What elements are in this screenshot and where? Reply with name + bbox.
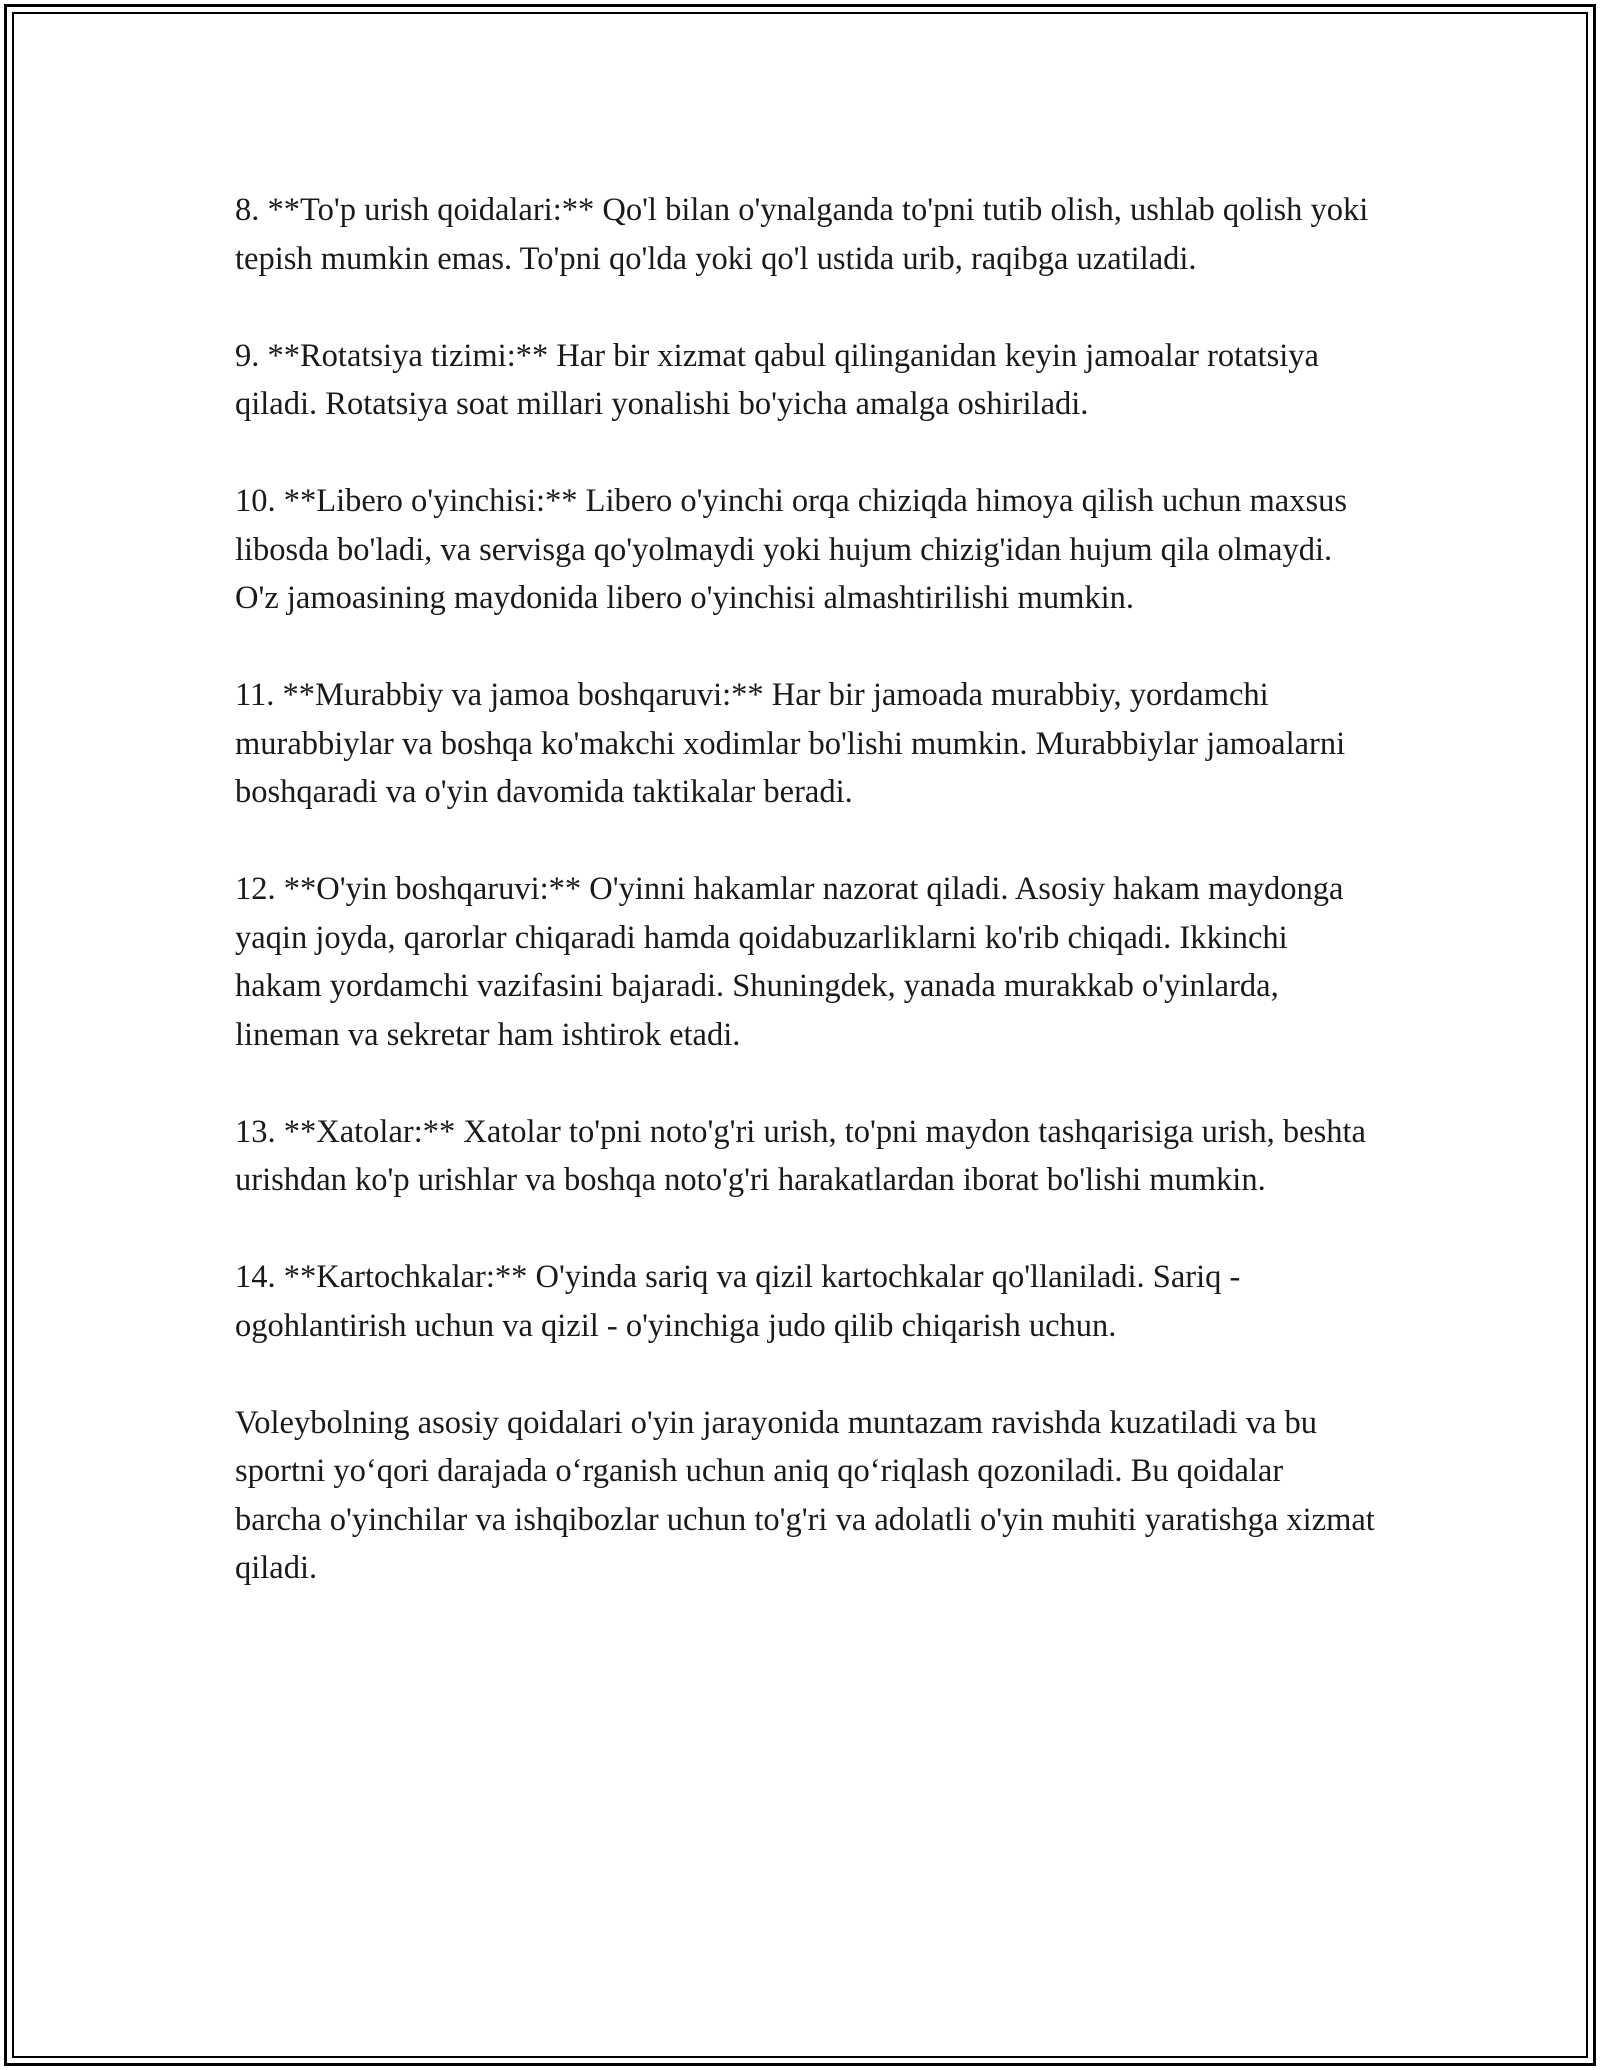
- rule-8-paragraph: 8. **To'p urish qoidalari:** Qo'l bilan o'ynalganda to'pni tutib olish, ushlab qolish yoki tepish mumkin emas. To'pni qo'lda yoki qo'l ustida urib, raqibga uzatiladi.: [235, 192, 1369, 277]
- rule-13-paragraph: 13. **Xatolar:** Xatolar to'pni noto'g'ri urish, to'pni maydon tashqarisiga urish, beshta urishdan ko'p urishlar va boshqa noto'g'ri harakatlardan iborat bo'lishi mumkin.: [235, 1113, 1366, 1198]
- document-body: [235, 186, 1375, 1641]
- conclusion-paragraph: Voleybolning asosiy qoidalari o'yin jarayonida muntazam ravishda kuzatiladi va bu sportni yo‘qori darajada o‘rganish uchun aniq qo‘riqlash qozoniladi. Bu qoidalar barcha o'yinchilar va ishqibozlar uchun to'g'ri va adolatli o'yin muhiti yaratishga xizmat qiladi.: [235, 1404, 1375, 1586]
- rule-14-paragraph: 14. **Kartochkalar:** O'yinda sariq va qizil kartochkalar qo'llaniladi. Sariq - ogohlantirish uchun va qizil - o'yinchiga judo qilib chiqarish uchun.: [235, 1259, 1241, 1344]
- rule-9-paragraph: 9. **Rotatsiya tizimi:** Har bir xizmat qabul qilinganidan keyin jamoalar rotatsiya qiladi. Rotatsiya soat millari yonalishi bo'yicha amalga oshiriladi.: [235, 337, 1319, 422]
- rule-10-paragraph: 10. **Libero o'yinchisi:** Libero o'yinchi orqa chiziqda himoya qilish uchun maxsus libosda bo'ladi, va servisga qo'yolmaydi yoki hujum chizig'idan hujum qila olmaydi. O'z jamoasining maydonida libero o'yinchisi almashtirilishi mumkin.: [235, 483, 1347, 616]
- rule-12-paragraph: 12. **O'yin boshqaruvi:** O'yinni hakamlar nazorat qiladi. Asosiy hakam maydonga yaqin joyda, qarorlar chiqaradi hamda qoidabuzarliklarni ko'rib chiqadi. Ikkinchi hakam yordamchi vazifasini bajaradi. Shuningdek, yanada murakkab o'yinlarda, lineman va sekretar ham ishtirok etadi.: [235, 871, 1344, 1053]
- rule-11-paragraph: 11. **Murabbiy va jamoa boshqaruvi:** Har bir jamoada murabbiy, yordamchi murabbiylar va boshqa ko'makchi xodimlar bo'lishi mumkin. Murabbiylar jamoalarni boshqaradi va o'yin davomida taktikalar beradi.: [235, 677, 1346, 810]
